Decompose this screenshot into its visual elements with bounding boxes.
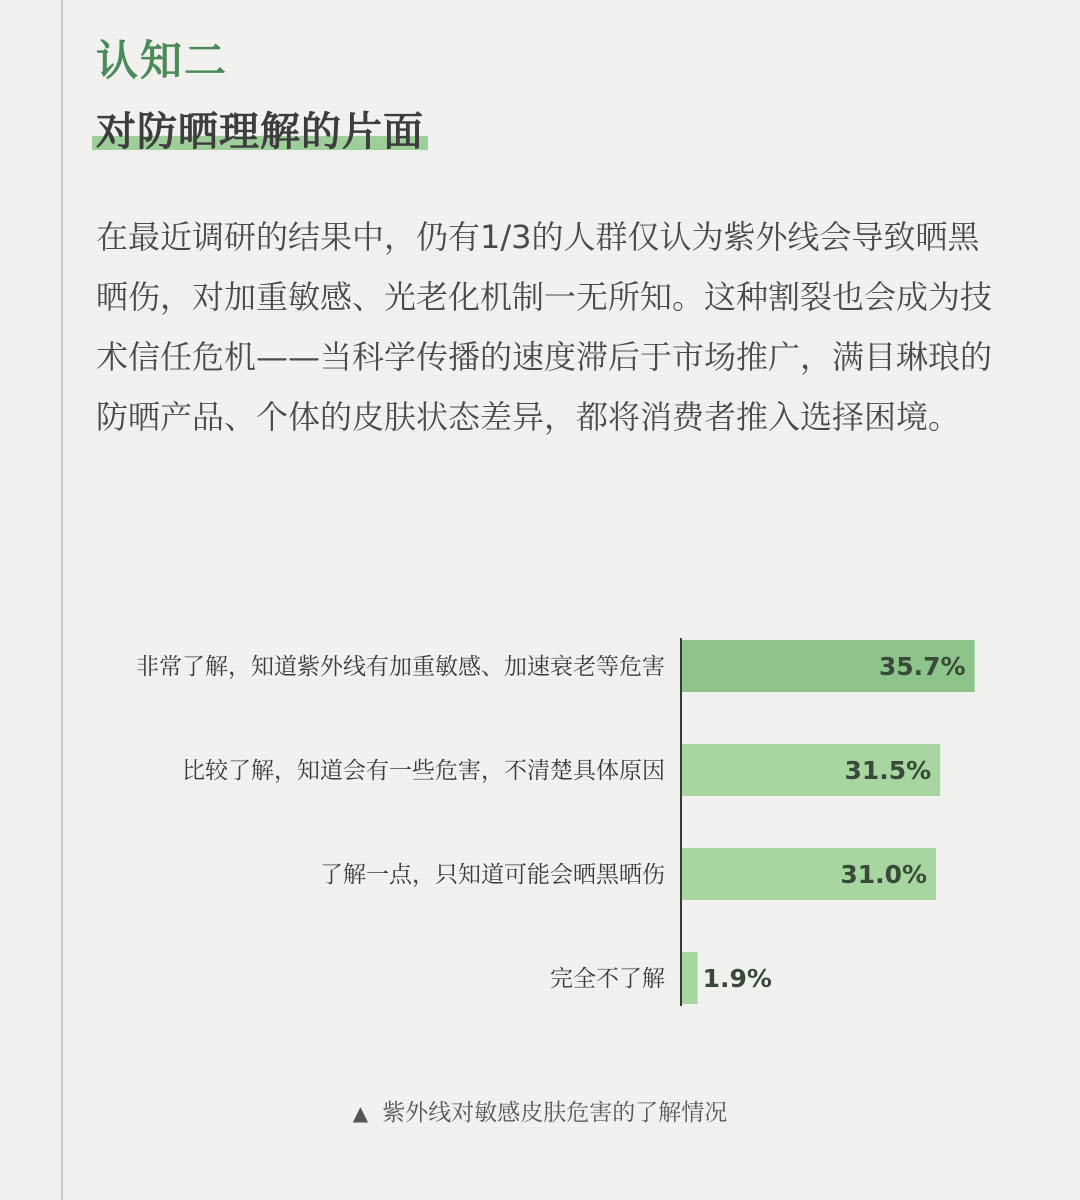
category-label-1: 比较了解，知道会有一些危害，不清楚具体原因 <box>182 758 665 784</box>
category-label-2: 了解一点，只知道可能会晒黑晒伤 <box>320 862 665 888</box>
category-label-3: 完全不了解 <box>550 966 665 992</box>
section-title: 对防晒理解的片面 <box>96 109 424 155</box>
caption-text: 紫外线对敏感皮肤危害的了解情况 <box>382 1100 728 1126</box>
chart-caption <box>0 1094 1080 1127</box>
value-label-0: 35.7% <box>878 652 966 681</box>
bar-3 <box>682 952 698 1004</box>
value-label-3: 1.9% <box>702 964 772 993</box>
category-label-0: 非常了解，知道紫外线有加重敏感、加速衰老等危害 <box>136 654 665 680</box>
section-title-wrap <box>92 100 424 157</box>
value-label-2: 31.0% <box>840 860 928 889</box>
value-label-1: 31.5% <box>844 756 932 785</box>
bar-chart <box>0 620 1080 1040</box>
section-number-heading: 认知二 <box>96 36 229 85</box>
body-paragraph: 在最近调研的结果中，仍有1/3的人群仅认为紫外线会导致晒黑晒伤，对加重敏感、光老化机制一无所知。这种割裂也会成为技术信任危机——当科学传播的速度滞后于市场推广，满目琳琅的防晒产品、个体的皮肤状态差异，都将消费者推入选择困境。 <box>96 218 993 436</box>
triangle-up-icon: ▲ <box>352 1101 369 1125</box>
